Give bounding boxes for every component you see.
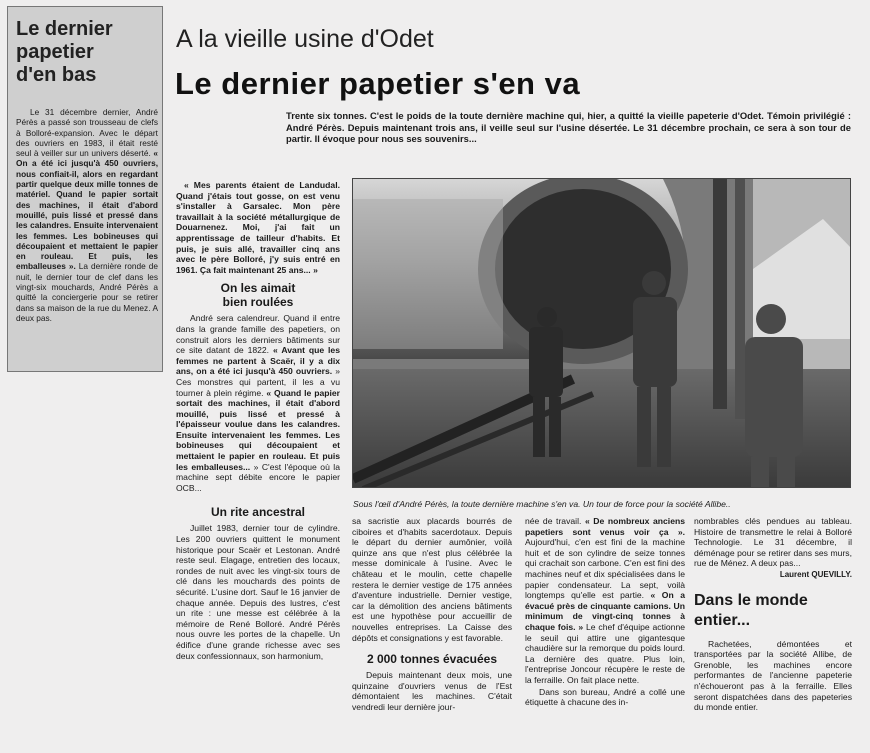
body-paragraph [525, 516, 685, 686]
sidebar-run-bold: , nous confiait-il, alors en regardant partir quelque deux mille tonnes de matériel. Quand le papier sortait des machines, il était d'abord mouillé, puis lissé et pressé dans les calandres. Ensuite intervenaient les femmes. Les bobineuses qui découpaient et mettaient le papier en rouleau. Et puis, les emballeuses ». [16, 158, 158, 272]
body-run: Aujourd'hui, c'en est fini de la machine huit et de son cylindre de seize tonnes qui crachait son carbone. C'en est fini des machines neuf et dix spécialisées dans le papier condensateur. La sept, voilà longtemps qu'elle est partie. [525, 537, 685, 601]
body-run: Le chef d'équipe actionne le seuil qui attire une gigantesque chaudière sur la remorque du poids lourd. La dernière des quatre. Plus loin, l'entreprise Joncour récupère le reste de la ferraille. On fait place nette. [525, 621, 685, 685]
sidebar-headline-line: d'en bas [16, 64, 97, 86]
article-photo [352, 178, 851, 488]
body-paragraph: Rachetées, démontées et transportées par la société Allibe, de Grenoble, les machines encore performantes de l'ancienne papeterie n'échoueront pas à la ferraille. Elles seront dispatchées dans des papeteries du monde entier. [694, 638, 852, 713]
body-paragraph: sa sacristie aux placards bourrés de ciboires et d'habits sacerdotaux. Depuis le départ du dernier aumônier, voilà quinze ans que n'est plus célébrée la messe dominicale à l'usine. Avec le château et le moulin, cette chapelle restera le dernier vestige de 175 années d'aventure industrielle. Dernier vestige, car la démolition des anciens bâtiments est une hypothèse pour accueillir de nouvelles entreprises. La Caisse des dépôts et consignations y est favorable. [352, 516, 512, 643]
subheading-line: Dans le monde [694, 591, 808, 609]
body-run: » Ces monstres qui partent, il les a vu tourner à plein régime. [176, 366, 340, 398]
photo-caption: Sous l'œil d'André Pérès, la toute dernière machine s'en va. Un tour de force pour la société Allibe.. [353, 499, 731, 509]
subheading-line: On les aimait [220, 281, 296, 296]
body-paragraph: Depuis maintenant deux mois, une quinzaine d'ouvriers venus de l'Est démontaient les machines. C'était vendredi leur dernière jour- [352, 670, 512, 712]
body-run-bold: « Quand le papier sortait des machines, il était d'abord mouillé, puis lissé et pressé à l'épaisseur voulue dans les calandres. Ensuite intervenaient les femmes. Les bobineuses qui découpaient et mettaient le papier en rouleau. Et puis les emballeuses... [176, 387, 340, 472]
photo-illustration [353, 179, 851, 488]
subheading-2: Un rite ancestral [210, 505, 306, 520]
article-standfirst: Trente six tonnes. C'est le poids de la toute dernière machine qui, hier, a quitté la vieille papeterie d'Odet. Témoin privilégié : André Pérès. Depuis maintenant trois ans, il veille seul sur l'usine désertée. Le 31 décembre prochain, ce sera à son tour de partir. Il évoque pour nous ses souvenirs... [286, 110, 851, 145]
body-paragraph: nombrables clés pendues au tableau. Histoire de transmettre le relai à Bolloré Technologie. Le 31 décembre, il déménage pour se retirer dans ses murs, rue de Ménez. A deux pas... [694, 516, 852, 569]
sidebar-run: La dernière ronde de nuit, le dernier tour de clef dans les vingt-six mouchards, André Pérès a quitté la conciergerie pour se retirer dans sa maison de la rue du Menez. A deux pas. [16, 261, 158, 323]
body-run: Dans son bureau, André a collé une étiquette à chacune des in- [525, 686, 685, 708]
sidebar-paragraph [16, 107, 158, 323]
sidebar-box [7, 6, 163, 372]
subheading-line: entier... [694, 611, 751, 629]
sidebar-headline-line: papetier [16, 41, 94, 63]
article-column-3 [525, 516, 685, 708]
sidebar-body [16, 107, 158, 323]
body-run-bold: « Avant que les femmes ne partent à Scaër, il y a dix ans, on a été ici jusqu'à 450 ouvriers. [176, 345, 340, 377]
article-kicker: A la vieille usine d'Odet [176, 25, 434, 53]
body-paragraph [176, 313, 340, 493]
body-run-bold: « On a évacué près de cinquante camions. Un minimum de vingt-cinq tonnes à chaque fois. » [525, 590, 685, 632]
article-column-1 [176, 180, 340, 661]
article-column-2 [352, 516, 512, 713]
subheading-4 [694, 591, 852, 631]
body-run: » C'est l'époque où la machine sept débite encore le papier OCB... [176, 461, 340, 493]
sidebar-headline [16, 18, 162, 87]
body-run: née de travail. [525, 516, 585, 526]
author-signature: Laurent QUEVILLY. [779, 569, 852, 579]
body-run: André sera calendreur. Quand il entre dans la grande famille des papetiers, on construit alors les derniers bâtiments sur ce site datant de 1822. [176, 313, 340, 356]
body-paragraph [525, 687, 685, 708]
article-column-4 [694, 516, 852, 713]
subheading-1 [176, 281, 340, 309]
quote-paragraph: « Mes parents étaient de Landudal. Quand j'étais tout gosse, on est venu s'installer à Garsalec. Mon père travaillait à la société métallurgique de Douarnenez. Moi, j'ai fait un apprentissage de tailleur d'habits. Et puis, je suis allé, travailler cinq ans avec le père Bolloré, j'y suis entré en 1961. Ça fait maintenant 25 ans... » [176, 180, 340, 275]
subheading-3: 2 000 tonnes évacuées [366, 652, 498, 667]
body-run-bold: « De nombreux anciens papetiers sont venus voir ça ». [525, 516, 685, 537]
sidebar-headline-line: Le dernier [16, 18, 113, 40]
article-headline: Le dernier papetier s'en va [175, 66, 581, 101]
body-paragraph: Juillet 1983, dernier tour de cylindre. Les 200 ouvriers quittent le monument historique pour Scaër et Lestonan. André reste seul. Elagage, entretien des locaux, rondes de nuit avec les vingt-six tours de clé dans les mouchards des points de sécurité. L'usine dort. Sauf le 16 janvier de chaque année. Depuis des lustres, c'est un rite : une messe est célébrée à la mémoire de René Bolloré. André Pérès nous ouvre les portes de la chapelle. Un édifice d'une grande richesse avec ses deux confessionnaux, son harmonium, [176, 523, 340, 661]
sidebar-run-bold: « On a été ici jusqu'à 450 ouvriers [16, 148, 158, 169]
sidebar-run: Le 31 décembre dernier, André Pérès a passé son trousseau de clefs à Bolloré-expansion. Avec le départ des ouvriers en 1983, il était resté seul à veiller sur un univers déserté. [16, 107, 158, 159]
subheading-line: bien roulées [222, 295, 294, 310]
